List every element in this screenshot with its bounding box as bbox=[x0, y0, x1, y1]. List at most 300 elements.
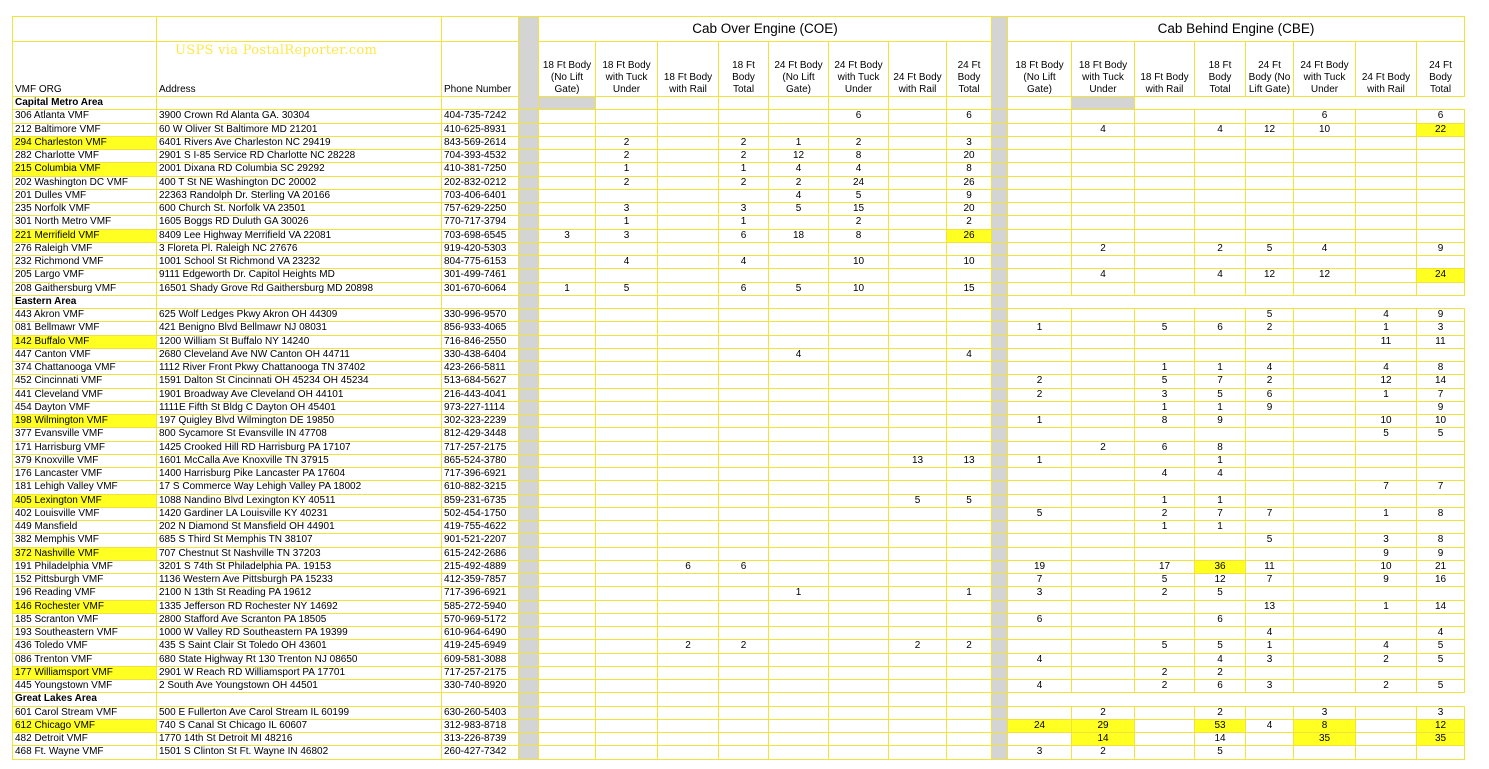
cbe-value-cell bbox=[1195, 600, 1246, 613]
coe-value-cell bbox=[539, 163, 596, 176]
coe-value-cell bbox=[947, 375, 992, 388]
cbe-value-cell bbox=[1356, 401, 1417, 414]
coe-value-cell bbox=[889, 229, 947, 242]
column-separator bbox=[519, 547, 539, 560]
vmf-org-cell: 171 Harrisburg VMF bbox=[13, 441, 157, 454]
coe-value-cell bbox=[719, 401, 769, 414]
cbe-value-cell: 7 bbox=[1356, 481, 1417, 494]
cbe-value-cell: 1 bbox=[1008, 322, 1072, 335]
coe-value-cell bbox=[889, 269, 947, 282]
coe-value-cell: 9 bbox=[947, 189, 992, 202]
column-separator bbox=[992, 335, 1008, 348]
coe-value-cell bbox=[596, 388, 658, 401]
cbe-value-cell: 8 bbox=[1417, 362, 1465, 375]
coe-value-cell bbox=[947, 627, 992, 640]
table-row bbox=[13, 574, 1465, 587]
cbe-value-cell bbox=[1072, 613, 1135, 626]
coe-value-cell bbox=[539, 388, 596, 401]
coe-value-cell bbox=[889, 176, 947, 189]
vmf-org-cell: 468 Ft. Wayne VMF bbox=[13, 746, 157, 759]
vmf-org-cell: 086 Trenton VMF bbox=[13, 653, 157, 666]
address-cell: 1200 William St Buffalo NY 14240 bbox=[157, 335, 442, 348]
coe-value-cell: 6 bbox=[829, 110, 889, 123]
cbe-value-cell bbox=[1135, 163, 1195, 176]
cbe-value-cell bbox=[1195, 534, 1246, 547]
table-row bbox=[13, 719, 1465, 732]
coe-value-cell: 6 bbox=[947, 110, 992, 123]
coe-value-cell bbox=[596, 110, 658, 123]
cbe-value-cell bbox=[1417, 189, 1465, 202]
column-separator bbox=[992, 136, 1008, 149]
coe-value-cell bbox=[539, 401, 596, 414]
coe-value-cell bbox=[539, 653, 596, 666]
cbe-value-cell bbox=[1294, 680, 1356, 693]
cbe-value-cell: 3 bbox=[1417, 322, 1465, 335]
cbe-value-cell: 11 bbox=[1417, 335, 1465, 348]
cbe-value-cell bbox=[1008, 335, 1072, 348]
cbe-value-cell: 2 bbox=[1195, 666, 1246, 679]
coe-value-cell bbox=[829, 242, 889, 255]
cbe-value-cell bbox=[1356, 256, 1417, 269]
coe-value-cell bbox=[596, 494, 658, 507]
cbe-value-cell bbox=[1195, 216, 1246, 229]
coe-value-cell bbox=[658, 521, 719, 534]
coe-value-cell bbox=[658, 600, 719, 613]
vmf-org-cell: 447 Canton VMF bbox=[13, 348, 157, 361]
cbe-value-cell bbox=[1135, 136, 1195, 149]
cbe-value-cell bbox=[1135, 216, 1195, 229]
coe-value-cell bbox=[596, 415, 658, 428]
address-cell: 8409 Lee Highway Merrifield VA 22081 bbox=[157, 229, 442, 242]
cbe-value-cell bbox=[1008, 547, 1072, 560]
address-cell: 740 S Canal St Chicago IL 60607 bbox=[157, 719, 442, 732]
phone-cell: 423-266-5811 bbox=[442, 362, 519, 375]
coe-value-cell bbox=[769, 680, 829, 693]
cbe-value-cell bbox=[1008, 481, 1072, 494]
table-row bbox=[13, 441, 1465, 454]
address-cell: 2680 Cleveland Ave NW Canton OH 44711 bbox=[157, 348, 442, 361]
cbe-value-cell bbox=[1356, 441, 1417, 454]
cbe-value-cell bbox=[1072, 587, 1135, 600]
coe-value-cell bbox=[658, 401, 719, 414]
group-header-row bbox=[13, 17, 1465, 42]
coe-col-header: 24 Ft Body with Rail bbox=[889, 42, 947, 97]
cbe-value-cell: 10 bbox=[1356, 415, 1417, 428]
coe-value-cell: 2 bbox=[719, 176, 769, 189]
coe-value-cell bbox=[769, 653, 829, 666]
column-separator bbox=[519, 468, 539, 481]
table-row bbox=[13, 176, 1465, 189]
phone-cell: 313-226-8739 bbox=[442, 733, 519, 746]
empty-cell bbox=[539, 693, 596, 706]
address-cell: 17 S Commerce Way Lehigh Valley PA 18002 bbox=[157, 481, 442, 494]
cbe-value-cell bbox=[1356, 242, 1417, 255]
vmf-org-cell: 382 Memphis VMF bbox=[13, 534, 157, 547]
coe-value-cell bbox=[596, 348, 658, 361]
cbe-value-cell bbox=[1008, 362, 1072, 375]
coe-value-cell bbox=[719, 348, 769, 361]
address-cell: 2001 Dixana RD Columbia SC 29292 bbox=[157, 163, 442, 176]
coe-value-cell bbox=[829, 719, 889, 732]
cbe-value-cell: 29 bbox=[1072, 719, 1135, 732]
coe-value-cell bbox=[947, 547, 992, 560]
table-row bbox=[13, 335, 1465, 348]
column-separator bbox=[992, 706, 1008, 719]
cbe-value-cell bbox=[1294, 746, 1356, 759]
cbe-value-cell bbox=[1356, 746, 1417, 759]
cbe-value-cell: 7 bbox=[1246, 574, 1294, 587]
cbe-value-cell bbox=[1417, 494, 1465, 507]
cbe-value-cell: 4 bbox=[1135, 468, 1195, 481]
cbe-value-cell bbox=[1246, 521, 1294, 534]
empty-cell bbox=[829, 97, 889, 110]
coe-col-header: 24 Ft Body with Tuck Under bbox=[829, 42, 889, 97]
column-separator bbox=[992, 388, 1008, 401]
coe-value-cell bbox=[719, 428, 769, 441]
coe-value-cell bbox=[769, 706, 829, 719]
cbe-value-cell: 2 bbox=[1008, 388, 1072, 401]
column-separator bbox=[992, 401, 1008, 414]
coe-value-cell bbox=[769, 640, 829, 653]
coe-value-cell bbox=[947, 269, 992, 282]
coe-value-cell bbox=[719, 362, 769, 375]
cbe-value-cell bbox=[1195, 309, 1246, 322]
coe-value-cell bbox=[829, 507, 889, 520]
coe-value-cell: 10 bbox=[829, 256, 889, 269]
address-cell: 3900 Crown Rd Alanta GA. 30304 bbox=[157, 110, 442, 123]
coe-value-cell bbox=[889, 481, 947, 494]
coe-value-cell bbox=[769, 627, 829, 640]
empty-cell bbox=[658, 97, 719, 110]
coe-value-cell bbox=[539, 719, 596, 732]
cbe-value-cell: 2 bbox=[1195, 242, 1246, 255]
cbe-value-cell: 6 bbox=[1246, 388, 1294, 401]
address-header-label: Address bbox=[159, 84, 196, 95]
cbe-value-cell bbox=[1135, 256, 1195, 269]
cbe-value-cell bbox=[1195, 335, 1246, 348]
coe-value-cell bbox=[596, 547, 658, 560]
cbe-value-cell bbox=[1008, 256, 1072, 269]
coe-value-cell: 8 bbox=[829, 150, 889, 163]
cbe-value-cell: 1 bbox=[1135, 362, 1195, 375]
coe-value-cell bbox=[596, 335, 658, 348]
coe-value-cell bbox=[539, 362, 596, 375]
coe-value-cell bbox=[769, 415, 829, 428]
cbe-value-cell bbox=[1417, 454, 1465, 467]
coe-value-cell bbox=[769, 269, 829, 282]
coe-value-cell: 1 bbox=[947, 587, 992, 600]
cbe-value-cell bbox=[1294, 666, 1356, 679]
cbe-value-cell bbox=[1135, 110, 1195, 123]
cbe-value-cell bbox=[1072, 256, 1135, 269]
coe-value-cell bbox=[719, 375, 769, 388]
cbe-value-cell: 1 bbox=[1008, 415, 1072, 428]
cbe-value-cell bbox=[1294, 401, 1356, 414]
cbe-value-cell: 14 bbox=[1072, 733, 1135, 746]
vmf-org-cell: 215 Columbia VMF bbox=[13, 163, 157, 176]
coe-value-cell: 4 bbox=[596, 256, 658, 269]
coe-value-cell bbox=[658, 666, 719, 679]
cbe-value-cell bbox=[1195, 189, 1246, 202]
cbe-value-cell bbox=[1356, 123, 1417, 136]
empty-cell bbox=[658, 693, 719, 706]
vmf-org-cell: 301 North Metro VMF bbox=[13, 216, 157, 229]
coe-value-cell: 1 bbox=[719, 163, 769, 176]
cbe-value-cell bbox=[1356, 613, 1417, 626]
column-header-row bbox=[13, 42, 1465, 97]
column-separator bbox=[992, 640, 1008, 653]
coe-value-cell: 5 bbox=[769, 282, 829, 295]
cbe-value-cell bbox=[1195, 150, 1246, 163]
column-separator bbox=[992, 295, 1008, 308]
cbe-value-cell bbox=[1417, 441, 1465, 454]
cbe-value-cell bbox=[1195, 163, 1246, 176]
cbe-value-cell bbox=[1417, 282, 1465, 295]
cbe-value-cell: 1 bbox=[1195, 401, 1246, 414]
cbe-value-cell bbox=[1135, 627, 1195, 640]
coe-value-cell bbox=[539, 587, 596, 600]
column-separator bbox=[992, 746, 1008, 759]
cbe-value-cell bbox=[1246, 468, 1294, 481]
cbe-value-cell bbox=[1294, 547, 1356, 560]
cbe-value-cell: 3 bbox=[1294, 706, 1356, 719]
coe-value-cell bbox=[947, 388, 992, 401]
coe-value-cell bbox=[889, 627, 947, 640]
coe-value-cell: 2 bbox=[947, 216, 992, 229]
address-cell: 2800 Stafford Ave Scranton PA 18505 bbox=[157, 613, 442, 626]
cbe-value-cell: 9 bbox=[1417, 401, 1465, 414]
vmf-org-cell: 193 Southeastern VMF bbox=[13, 627, 157, 640]
empty-cell bbox=[442, 97, 519, 110]
column-separator bbox=[992, 348, 1008, 361]
column-separator bbox=[992, 534, 1008, 547]
phone-cell: 717-396-6921 bbox=[442, 587, 519, 600]
cbe-value-cell bbox=[1008, 494, 1072, 507]
vmf-org-cell: 081 Bellmawr VMF bbox=[13, 322, 157, 335]
cbe-value-cell bbox=[1072, 428, 1135, 441]
coe-value-cell: 8 bbox=[829, 229, 889, 242]
cbe-value-cell bbox=[1294, 587, 1356, 600]
table-row bbox=[13, 428, 1465, 441]
vmf-org-cell: 176 Lancaster VMF bbox=[13, 468, 157, 481]
coe-value-cell bbox=[658, 362, 719, 375]
cbe-value-cell bbox=[1356, 494, 1417, 507]
coe-value-cell bbox=[658, 653, 719, 666]
cbe-value-cell bbox=[1008, 640, 1072, 653]
cbe-col-header: 24 Ft Body with Tuck Under bbox=[1294, 42, 1356, 97]
coe-value-cell bbox=[769, 362, 829, 375]
coe-col-header: 24 Ft Body (No Lift Gate) bbox=[769, 42, 829, 97]
coe-value-cell bbox=[658, 507, 719, 520]
cbe-value-cell: 24 bbox=[1417, 269, 1465, 282]
address-cell: 2100 N 13th St Reading PA 19612 bbox=[157, 587, 442, 600]
address-cell: 800 Sycamore St Evansville IN 47708 bbox=[157, 428, 442, 441]
coe-value-cell bbox=[719, 706, 769, 719]
column-separator bbox=[519, 123, 539, 136]
table-row bbox=[13, 746, 1465, 759]
vmf-org-cell: 202 Washington DC VMF bbox=[13, 176, 157, 189]
coe-value-cell bbox=[769, 401, 829, 414]
coe-value-cell bbox=[719, 680, 769, 693]
coe-value-cell: 2 bbox=[719, 136, 769, 149]
cbe-value-cell: 2 bbox=[1072, 706, 1135, 719]
coe-value-cell: 24 bbox=[829, 176, 889, 189]
coe-value-cell bbox=[658, 627, 719, 640]
table-row bbox=[13, 547, 1465, 560]
cbe-value-cell bbox=[1008, 706, 1072, 719]
phone-cell: 804-775-6153 bbox=[442, 256, 519, 269]
vmf-org-cell: 191 Philadelphia VMF bbox=[13, 560, 157, 573]
cbe-group-header: Cab Behind Engine (CBE) bbox=[1008, 17, 1465, 42]
coe-value-cell bbox=[829, 600, 889, 613]
cbe-value-cell bbox=[1356, 176, 1417, 189]
cbe-value-cell: 4 bbox=[1072, 269, 1135, 282]
column-separator bbox=[992, 666, 1008, 679]
coe-value-cell: 2 bbox=[596, 150, 658, 163]
cbe-value-cell bbox=[1135, 706, 1195, 719]
cbe-value-cell: 12 bbox=[1417, 719, 1465, 732]
coe-value-cell bbox=[889, 216, 947, 229]
column-separator bbox=[992, 189, 1008, 202]
cbe-value-cell: 19 bbox=[1008, 560, 1072, 573]
vmf-org-cell: 374 Chattanooga VMF bbox=[13, 362, 157, 375]
coe-value-cell: 2 bbox=[596, 136, 658, 149]
coe-value-cell bbox=[539, 680, 596, 693]
cbe-value-cell bbox=[1008, 441, 1072, 454]
coe-value-cell: 4 bbox=[769, 189, 829, 202]
address-cell: 680 State Highway Rt 130 Trenton NJ 08650 bbox=[157, 653, 442, 666]
vmf-org-cell: 282 Charlotte VMF bbox=[13, 150, 157, 163]
cbe-value-cell bbox=[1008, 123, 1072, 136]
cbe-value-cell: 7 bbox=[1195, 375, 1246, 388]
coe-value-cell bbox=[829, 627, 889, 640]
coe-value-cell bbox=[829, 521, 889, 534]
column-separator bbox=[519, 375, 539, 388]
cbe-value-cell bbox=[1008, 428, 1072, 441]
coe-value-cell bbox=[947, 666, 992, 679]
cbe-value-cell: 4 bbox=[1246, 719, 1294, 732]
phone-cell: 973-227-1114 bbox=[442, 401, 519, 414]
coe-value-cell: 20 bbox=[947, 203, 992, 216]
phone-cell: 419-755-4622 bbox=[442, 521, 519, 534]
table-row bbox=[13, 348, 1465, 361]
column-separator bbox=[992, 428, 1008, 441]
coe-value-cell: 4 bbox=[719, 256, 769, 269]
coe-value-cell bbox=[539, 110, 596, 123]
phone-cell: 513-684-5627 bbox=[442, 375, 519, 388]
coe-value-cell bbox=[658, 203, 719, 216]
coe-value-cell: 15 bbox=[829, 203, 889, 216]
coe-value-cell: 5 bbox=[889, 494, 947, 507]
cbe-value-cell bbox=[1008, 216, 1072, 229]
coe-value-cell bbox=[719, 441, 769, 454]
cbe-value-cell bbox=[1246, 733, 1294, 746]
address-header bbox=[157, 42, 442, 97]
address-cell: 1501 S Clinton St Ft. Wayne IN 46802 bbox=[157, 746, 442, 759]
coe-value-cell bbox=[889, 110, 947, 123]
cbe-value-cell: 6 bbox=[1195, 613, 1246, 626]
coe-value-cell bbox=[769, 309, 829, 322]
cbe-value-cell bbox=[1135, 269, 1195, 282]
coe-value-cell bbox=[947, 706, 992, 719]
empty-cell bbox=[442, 295, 519, 308]
coe-value-cell bbox=[539, 203, 596, 216]
coe-value-cell bbox=[889, 123, 947, 136]
phone-cell: 717-257-2175 bbox=[442, 441, 519, 454]
cbe-value-cell bbox=[1135, 348, 1195, 361]
coe-value-cell: 3 bbox=[539, 229, 596, 242]
cbe-value-cell: 2 bbox=[1072, 746, 1135, 759]
coe-value-cell: 4 bbox=[769, 348, 829, 361]
coe-value-cell: 2 bbox=[947, 640, 992, 653]
cbe-value-cell bbox=[1195, 256, 1246, 269]
coe-value-cell bbox=[539, 733, 596, 746]
cbe-value-cell: 8 bbox=[1417, 507, 1465, 520]
cbe-value-cell: 1 bbox=[1356, 388, 1417, 401]
coe-value-cell bbox=[947, 719, 992, 732]
coe-value-cell bbox=[539, 666, 596, 679]
coe-value-cell bbox=[658, 375, 719, 388]
coe-value-cell bbox=[769, 613, 829, 626]
cbe-value-cell: 5 bbox=[1195, 746, 1246, 759]
coe-value-cell bbox=[829, 666, 889, 679]
address-cell: 400 T St NE Washington DC 20002 bbox=[157, 176, 442, 189]
cbe-value-cell: 3 bbox=[1008, 587, 1072, 600]
cbe-value-cell bbox=[1294, 282, 1356, 295]
coe-value-cell bbox=[596, 574, 658, 587]
cbe-value-cell: 4 bbox=[1008, 680, 1072, 693]
phone-cell: 570-969-5172 bbox=[442, 613, 519, 626]
column-separator bbox=[519, 150, 539, 163]
empty-cell bbox=[157, 693, 442, 706]
table-row bbox=[13, 136, 1465, 149]
cbe-value-cell bbox=[1072, 401, 1135, 414]
address-cell: 1605 Boggs RD Duluth GA 30026 bbox=[157, 216, 442, 229]
cbe-value-cell bbox=[1246, 176, 1294, 189]
column-separator bbox=[992, 680, 1008, 693]
vmf-org-cell: 212 Baltimore VMF bbox=[13, 123, 157, 136]
cbe-value-cell bbox=[1246, 481, 1294, 494]
empty-cell bbox=[889, 295, 947, 308]
cbe-value-cell bbox=[1135, 203, 1195, 216]
cbe-value-cell bbox=[1294, 507, 1356, 520]
vmf-org-cell: 185 Scranton VMF bbox=[13, 613, 157, 626]
coe-value-cell bbox=[658, 309, 719, 322]
cbe-value-cell bbox=[1195, 428, 1246, 441]
cbe-value-cell bbox=[1356, 627, 1417, 640]
vmf-org-cell: 452 Cincinnati VMF bbox=[13, 375, 157, 388]
coe-value-cell: 2 bbox=[829, 216, 889, 229]
coe-value-cell bbox=[769, 534, 829, 547]
column-separator bbox=[519, 441, 539, 454]
table-row bbox=[13, 494, 1465, 507]
cbe-value-cell bbox=[1135, 189, 1195, 202]
cbe-value-cell bbox=[1294, 560, 1356, 573]
column-separator bbox=[519, 627, 539, 640]
cbe-value-cell bbox=[1417, 136, 1465, 149]
phone-cell: 704-393-4532 bbox=[442, 150, 519, 163]
cbe-value-cell: 5 bbox=[1417, 428, 1465, 441]
cbe-value-cell: 5 bbox=[1135, 640, 1195, 653]
coe-value-cell bbox=[539, 640, 596, 653]
cbe-value-cell: 2 bbox=[1135, 666, 1195, 679]
cbe-value-cell bbox=[1356, 163, 1417, 176]
cbe-value-cell bbox=[1008, 150, 1072, 163]
cbe-value-cell: 4 bbox=[1195, 653, 1246, 666]
cbe-value-cell: 10 bbox=[1417, 415, 1465, 428]
coe-value-cell bbox=[596, 322, 658, 335]
column-separator bbox=[519, 176, 539, 189]
